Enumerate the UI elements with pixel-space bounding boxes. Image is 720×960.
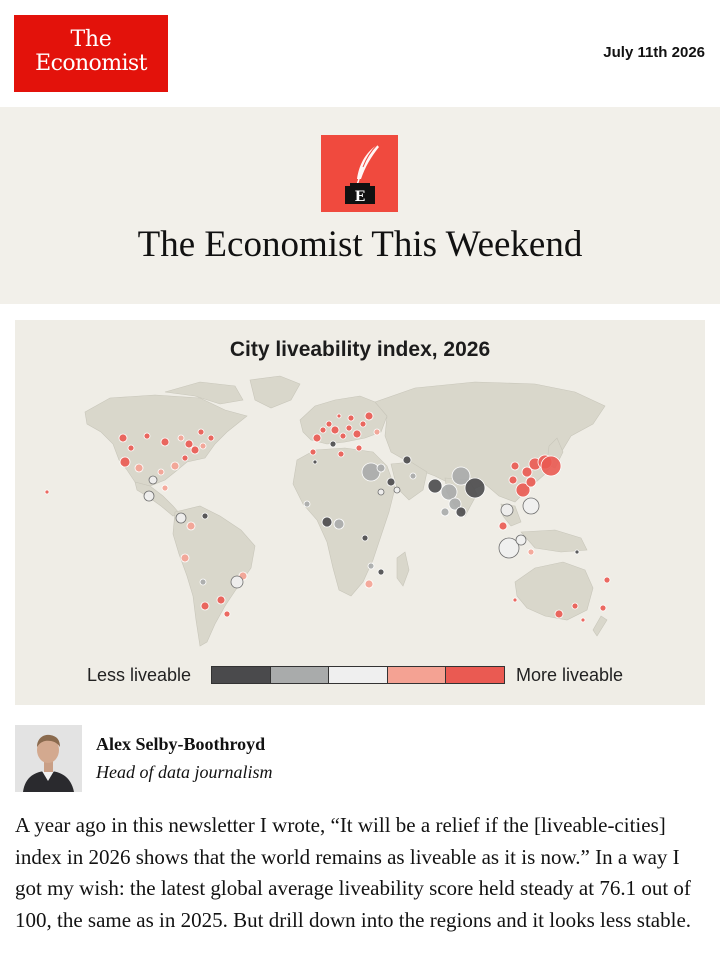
city-marker — [217, 596, 225, 604]
city-marker — [200, 579, 206, 585]
city-marker — [403, 456, 411, 464]
city-marker — [441, 484, 457, 500]
city-marker — [356, 445, 362, 451]
city-marker — [334, 519, 344, 529]
city-marker — [178, 435, 184, 441]
legend-low-label: Less liveable — [87, 665, 192, 685]
city-marker — [322, 517, 332, 527]
world-map — [15, 320, 705, 705]
city-marker — [149, 476, 157, 484]
city-marker — [394, 487, 400, 493]
city-marker — [176, 513, 186, 523]
city-marker — [158, 469, 164, 475]
city-marker — [378, 569, 384, 575]
top-bar — [0, 0, 720, 107]
quill-ink-icon — [321, 135, 398, 212]
city-marker — [326, 421, 332, 427]
city-marker — [410, 473, 416, 479]
city-marker — [331, 426, 339, 434]
city-marker — [526, 477, 536, 487]
logo-line-2: Economist — [35, 51, 147, 76]
city-marker — [198, 429, 204, 435]
city-marker — [187, 522, 195, 530]
legend-high-label: More liveable — [516, 665, 624, 685]
city-marker — [337, 414, 341, 418]
city-marker — [581, 618, 585, 622]
city-marker — [499, 522, 507, 530]
city-marker — [513, 598, 517, 602]
city-marker — [330, 441, 336, 447]
city-marker — [161, 438, 169, 446]
city-marker — [365, 412, 373, 420]
city-marker — [523, 498, 539, 514]
city-marker — [509, 476, 517, 484]
city-marker — [162, 485, 168, 491]
city-marker — [340, 433, 346, 439]
newsletter-banner — [0, 107, 720, 304]
city-marker — [181, 554, 189, 562]
city-marker — [368, 563, 374, 569]
city-marker — [202, 513, 208, 519]
badge-letter: E — [354, 189, 366, 205]
city-marker — [320, 427, 326, 433]
legend-swatch-1 — [212, 667, 271, 683]
city-marker — [378, 489, 384, 495]
city-marker — [511, 462, 519, 470]
legend-color-scale — [211, 666, 505, 684]
author-name[interactable]: Alex Selby-Boothroyd — [96, 734, 266, 754]
city-marker — [575, 550, 579, 554]
city-marker — [360, 421, 366, 427]
city-marker — [201, 602, 209, 610]
city-marker — [348, 415, 354, 421]
city-marker — [185, 440, 193, 448]
city-marker — [338, 451, 344, 457]
legend-swatch-3 — [329, 667, 388, 683]
city-marker — [135, 464, 143, 472]
author-role: Head of data journalism — [96, 762, 273, 782]
city-marker — [387, 478, 395, 486]
liveability-map-chart — [15, 320, 705, 705]
city-marker — [144, 433, 150, 439]
city-marker — [346, 425, 352, 431]
chart-title: City liveability index, 2026 — [229, 338, 491, 361]
city-marker — [465, 478, 485, 498]
author-avatar — [15, 725, 82, 792]
city-marker — [604, 577, 610, 583]
city-marker — [541, 456, 561, 476]
city-marker — [441, 508, 449, 516]
logo-line-1: The — [70, 27, 112, 52]
city-marker — [516, 535, 526, 545]
city-marker — [45, 490, 49, 494]
city-marker — [428, 479, 442, 493]
newsletter-title: The Economist This Weekend — [137, 224, 583, 265]
city-marker — [182, 455, 188, 461]
issue-date: July 11th 2026 — [603, 44, 705, 61]
city-marker — [231, 576, 243, 588]
city-marker — [374, 429, 380, 435]
city-marker — [310, 449, 316, 455]
city-marker — [224, 611, 230, 617]
city-marker — [191, 446, 199, 454]
city-marker — [365, 580, 373, 588]
city-marker — [119, 434, 127, 442]
city-marker — [304, 501, 310, 507]
city-marker — [128, 445, 134, 451]
city-marker — [171, 462, 179, 470]
city-marker — [362, 535, 368, 541]
city-marker — [600, 605, 606, 611]
city-marker — [120, 457, 130, 467]
article-body: A year ago in this newsletter I wrote, “It will be a relief if the [liveable-cities] index in 2026 shows that the world remains as liveable as it is now.” In a way I got my wish: the latest global average liveability score held steady at 76.1 out of 100, the same as in 2025. But drill down into the regions and it looks less stable. — [15, 813, 692, 932]
economist-logo[interactable] — [14, 15, 168, 92]
legend-swatch-2 — [271, 667, 330, 683]
legend-swatch-4 — [388, 667, 447, 683]
city-marker — [555, 610, 563, 618]
city-marker — [144, 491, 154, 501]
city-marker — [377, 464, 385, 472]
city-marker — [313, 460, 317, 464]
city-marker — [353, 430, 361, 438]
city-marker — [208, 435, 214, 441]
city-marker — [456, 507, 466, 517]
city-marker — [528, 549, 534, 555]
author-byline — [15, 725, 705, 793]
legend-swatch-5 — [446, 667, 504, 683]
city-marker — [313, 434, 321, 442]
city-marker — [572, 603, 578, 609]
city-marker — [200, 443, 206, 449]
city-marker — [501, 504, 513, 516]
